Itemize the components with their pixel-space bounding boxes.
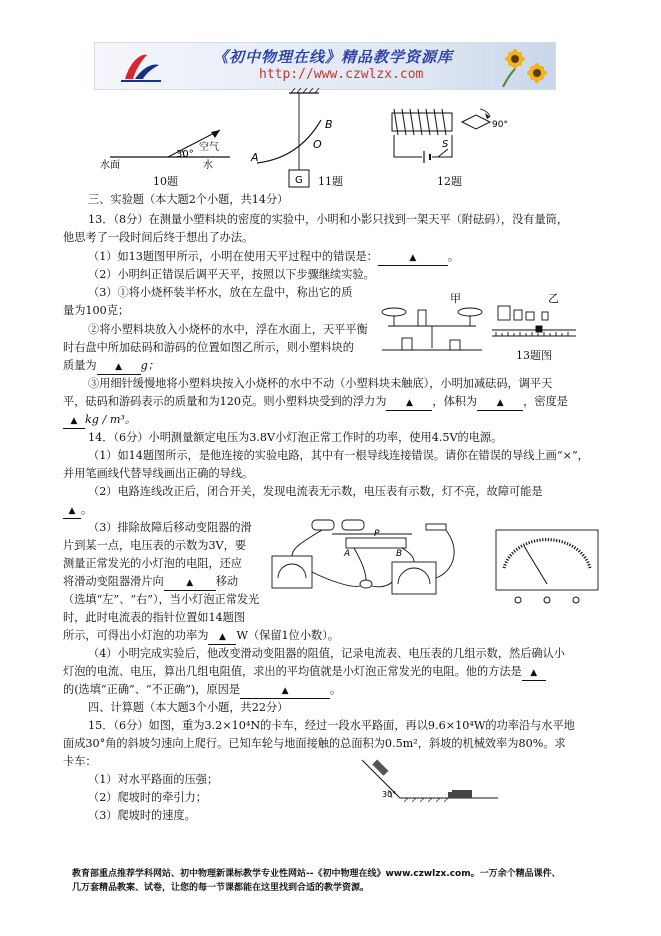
point-b: B [325, 118, 333, 131]
site-logo-icon [121, 49, 161, 83]
answer-blank[interactable]: ▲ [378, 251, 448, 266]
answer-blank[interactable]: ▲ [386, 396, 432, 411]
answer-blank[interactable]: ▲ [63, 414, 85, 429]
q13-line1: 13．（8分）在测量小塑料块的密度的实验中，小明和小影只找到一架天平（附砝码），没有量筒， [88, 213, 569, 226]
fig13-label-jia: 甲 [450, 292, 461, 305]
answer-blank[interactable]: ▲ [63, 504, 81, 519]
q14-part4-l3: 的(选填“正确”、“不正确”)，原因是 ▲ 。 [63, 683, 341, 699]
q13-step3-cont: 平，砝码和游码表示的质量和为120克。则小塑料块受到的浮力为 ▲ ，体积为 ▲ ，密度是 [63, 395, 568, 411]
water-label: 水 [203, 160, 213, 170]
q15-part2: （2）爬坡时的牵引力； [88, 791, 207, 804]
q13-step2-cont: 时右盘中所加砝码和游码的位置如图乙所示，则小塑料块的 [63, 341, 354, 354]
rheostat-b: B [396, 549, 403, 559]
answer-blank[interactable]: ▲ [240, 684, 330, 699]
ammeter-dial [494, 528, 600, 610]
ammeter [392, 562, 436, 594]
q14-part3: （3）排除故障后移动变阻器的滑 [88, 521, 252, 534]
header-banner [94, 42, 556, 90]
figure-10 [100, 100, 240, 170]
answer-blank[interactable]: ▲ [522, 666, 546, 681]
answer-blank[interactable]: ▲ [164, 576, 216, 591]
switch-icon [438, 149, 448, 157]
balance-jia [382, 308, 482, 350]
q13-part1: （1）如13题图甲所示，小明在使用天平过程中的错误是： ▲ 。 [88, 250, 459, 266]
experiment-section-heading: 三、实验题（本大题2个小题，共14分） [88, 193, 289, 206]
rheostat [346, 538, 406, 548]
q13-part2: （2）小明纠正错误后调平天平，按照以下步骤继续实验。 [88, 268, 375, 281]
compass-needle [462, 115, 490, 129]
q14-part3-l5: （选填“左”、“右”），当小灯泡正常发光 [63, 593, 260, 606]
q13-step3: ③用细针缓慢地将小塑料块按入小烧杯的水中不动（小塑料块未触底），小明加减砝码，调平天 [88, 377, 553, 390]
weight-label: G [295, 175, 303, 186]
angle-label: 30° [176, 149, 194, 160]
answer-blank[interactable]: ▲ [477, 396, 523, 411]
battery-cell-2 [342, 520, 364, 530]
truck-on-road [452, 790, 472, 798]
q14-part1: （1）如14题图所示，是他连接的实验电路，其中有一根导线连接错误。请你在错误的导线上画“×”， [88, 449, 589, 462]
fig13-label-yi: 乙 [548, 292, 559, 305]
q14-part4-l2: 灯泡的电流、电压，算出几组电阻值，求出的平均值就是小灯泡正常发光的电阻。他的方法是 ▲ [63, 665, 546, 681]
fig12-caption: 12题 [437, 175, 462, 188]
fig13-caption: 13题图 [516, 349, 552, 362]
q13-mass-blank: 质量为 ▲ g； [63, 359, 159, 375]
fig11-caption: 11题 [318, 175, 343, 188]
lamp-icon [360, 580, 372, 588]
point-a: A [251, 151, 259, 164]
answer-blank[interactable]: ▲ [97, 360, 141, 375]
sunflower-icon [497, 45, 551, 87]
slope-angle: 30° [382, 790, 397, 799]
figure-15-slope [352, 752, 502, 802]
fig10-caption: 10题 [153, 175, 178, 188]
q15-line2: 面成30°角的斜坡匀速向上爬行。已知车轮与地面接触的总面积为0.5m²，斜坡的机械效率为80%。求 [63, 737, 566, 750]
rotation-arrow-icon [485, 113, 490, 119]
q15-part1: （1）对水平路面的压强； [88, 773, 219, 786]
battery-cell-1 [312, 520, 334, 530]
switch-label: S [442, 139, 449, 150]
q14-part4: （4）小明完成实验后，他改变滑动变阻器的阻值，记录电流表、电压表的几组示数，然后确认小 [88, 647, 565, 660]
dial-pointer [524, 546, 547, 584]
q14-part3-l4: 将滑动变阻器滑片向 ▲ 移动 [63, 575, 238, 591]
q14-line1: 14．（6分）小明测量额定电压为3.8V小灯泡正常工作时的功率，使用4.5V的电源。 [88, 431, 503, 444]
q15-line3: 卡车： [63, 755, 97, 768]
q14-part2: （2）电路连线改正后，闭合开关，发现电流表无示数，电压表有示数，灯不亮，故障可能是 [88, 485, 543, 498]
rheostat-a: A [344, 549, 351, 559]
air-label: 空气 [199, 142, 219, 153]
calc-section-heading: 四、计算题（本大题3个小题，共22分） [88, 701, 289, 714]
q13-density-blank: ▲ kg / m³。 [63, 413, 136, 429]
point-o: O [313, 138, 322, 151]
q13-step2: ②将小塑料块放入小烧杯的水中，浮在水面上，天平平衡 [88, 323, 368, 336]
angle-label: 90° [492, 120, 508, 130]
switch-icon [426, 524, 446, 530]
footer-line1: 教育部重点推荐学科网站、初中物理新课标教学专业性网站--《初中物理在线》www.czwlzx.com。一万余个精品课件、 [72, 869, 561, 879]
lever-curve [257, 120, 321, 163]
voltmeter [272, 556, 312, 588]
q14-part3-l6: 时，此时电流表的指针位置如14题图 [63, 611, 246, 624]
q14-part1-cont: 并用笔画线代替导线画出正确的导线。 [63, 467, 254, 480]
weights-and-rider [492, 306, 576, 336]
banner-title: 《初中物理在线》精品教学资源库 [213, 48, 454, 66]
answer-blank[interactable]: ▲ [208, 630, 236, 645]
q15-line1: 15．（6分）如图，重为3.2×10⁴N的卡车，经过一段水平路面，再以9.6×10⁴W的功率沿与水平地 [88, 719, 575, 732]
water-surface-label: 水面 [100, 160, 120, 170]
q14-part3-l2: 片到某一点，电压表的示数为3V，要 [63, 539, 247, 552]
q14-part2-blank: ▲ 。 [63, 503, 92, 519]
footer-line2: 几万套精品教案、试卷，让您的每一节课都能在这里找到合适的教学资源。 [72, 883, 370, 893]
ray-arrow-icon [211, 130, 220, 138]
q14-part3-l3: 测量正常发光的小灯泡的电阻，还应 [63, 557, 243, 570]
banner-url[interactable]: http://www.czwlzx.com [259, 67, 424, 82]
q15-part3: （3）爬坡时的速度。 [88, 809, 196, 822]
figure-14-circuit [262, 512, 492, 612]
q13-part3-cont: 量为100克； [63, 304, 130, 317]
figure-12 [380, 105, 520, 170]
rheostat-p: P [374, 529, 380, 539]
q14-part3-l7: 所示，可得出小灯泡的功率为 ▲ W（保留1位小数）。 [63, 629, 339, 645]
q13-line2: 他思考了一段时间后终于想出了办法。 [63, 231, 254, 244]
q13-part3: （3）①将小烧杯装半杯水，放在左盘中，称出它的质 [88, 286, 353, 299]
